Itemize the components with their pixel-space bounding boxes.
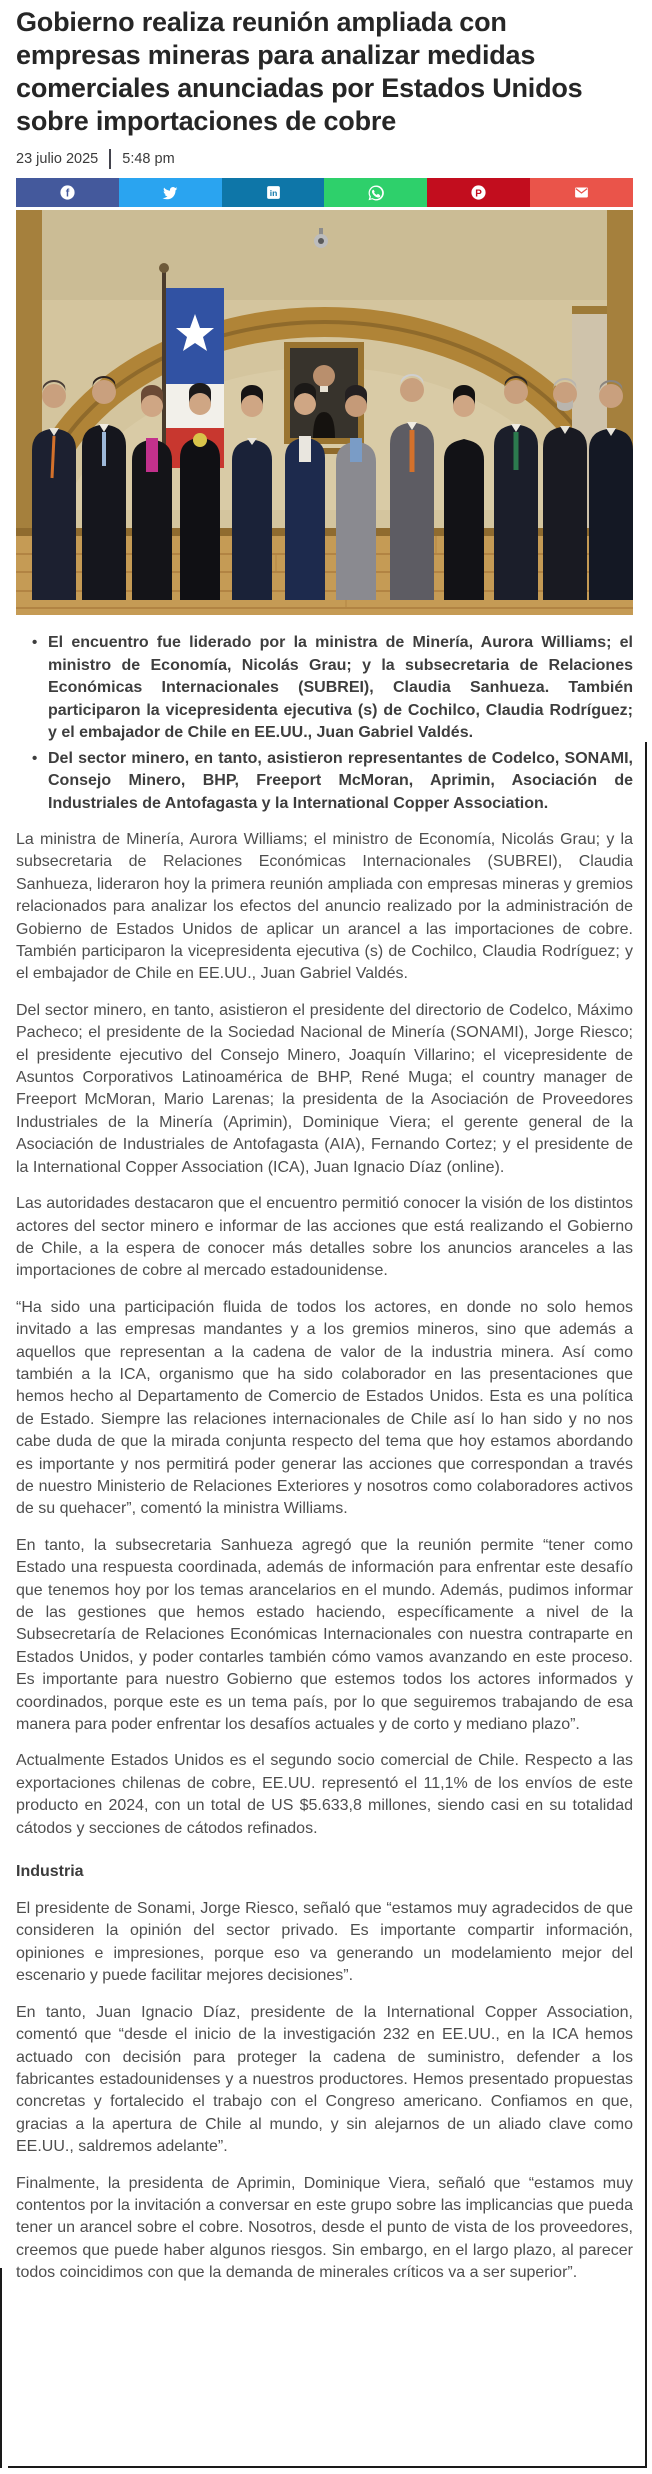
- email-icon: [572, 184, 591, 201]
- frame-line-left: [0, 2268, 2, 2468]
- article-paragraph: Actualmente Estados Unidos es el segundo socio comercial de Chile. Respecto a las exportaciones chilenas de cobre, EE.UU. representó el 11,1% de los envíos de este producto en 2024, con un total de US $5.633,8 millones, siendo casi en su totalidad cátodos y secciones de cátodos refinados.: [16, 1752, 633, 1837]
- article-meta: [16, 149, 633, 169]
- publish-date: 23 julio 2025: [16, 151, 99, 167]
- frame-line-bottom: [8, 2466, 645, 2468]
- section-heading: Industria: [16, 1863, 84, 1881]
- pinterest-icon: [470, 184, 487, 201]
- lead-bullet: • Del sector minero, en tanto, asistieron representantes de Codelco, SONAMI, Consejo Minero, BHP, Freeport McMoran, Aprimin, Asociación de Industriales de Antofagasta y la International Copper Association.: [48, 748, 633, 816]
- article-paragraph: Del sector minero, en tanto, asistieron el presidente del directorio de Codelco, Máximo Pacheco; el presidente de la Sociedad Nacional de Minería (SONAMI), Jorge Riesco; el presidente ejecutivo del Consejo Minero, Joaquín Villarino; el vicepresidente de Asuntos Corporativos Latinoamérica de BHP, René Muga; el country manager de Freeport McMoran, Mario Larenas; la presidenta de la Asociación de Proveedores Industriales de la Minería (Aprimin), Dominique Viera; el gerente general de la Asociación de Industriales de Antofagasta (AIA), Fernando Cortez; y el presidente de la International Copper Association (ICA), Juan Ignacio Díaz (online).: [16, 1001, 633, 1176]
- share-button-row: [16, 178, 633, 207]
- article-paragraph: Las autoridades destacaron que el encuentro permitió conocer la visión de los distintos actores del sector minero e informar de las acciones que está realizando el Gobierno de Chile, a la espera de conocer más detalles sobre los anuncios aranceles a las importaciones de cobre al mercado estadounidense.: [16, 1195, 633, 1280]
- article-paragraph: Finalmente, la presidenta de Aprimin, Dominique Viera, señaló que “estamos muy contentos por la invitación a conversar en este grupo sobre las implicancias que pueda tener un arancel sobre el cobre. Nosotros, desde el punto de vista de los proveedores, creemos que puede haber algunos riesgos. Sin embargo, en el largo plazo, al parecer todos coincidimos con que la demanda de minerales críticos va a ser superior”.: [16, 2174, 633, 2282]
- publish-time: 5:48 pm: [122, 151, 175, 167]
- frame-line-right: [645, 742, 647, 2468]
- facebook-icon: [59, 184, 76, 201]
- article-photo: [16, 210, 633, 615]
- facebook-share-button[interactable]: [16, 178, 119, 207]
- meta-divider: [109, 149, 111, 169]
- article-paragraph: “Ha sido una participación fluida de todos los actores, en donde no solo hemos invitado a las empresas mandantes y a los gremios mineros, sino que además a aquellos que representan a la cadena de valor de la industria minera. Así como también a la ICA, organismo que ha sido colaborador en las presentaciones que hemos hecho al Departamento de Comercio de Estados Unidos. Esta es una política de Estado. Siempre las relaciones internacionales de Chile así lo han sido y no nos cabe duda de que la mirada conjunta respecto del tema que hoy estamos abordando es importante y nos permitirá poder generar las acciones que correspondan a través de nuestro Ministerio de Relaciones Exteriores y nosotros como colaboradores activos de su quehacer”, comentó la ministra Williams.: [16, 1298, 633, 1518]
- linkedin-icon: [265, 184, 282, 201]
- article-paragraph: En tanto, la subsecretaria Sanhueza agregó que la reunión permite “tener como Estado una respuesta coordinada, además de información para enfrentar este desafío que tenemos hoy por los temas arancelarios en el mundo. Además, pudimos informar de las gestiones que hemos estado haciendo, específicamente a nivel de la Subsecretaría de Relaciones Económicas Internacionales con nuestra contraparte en Estados Unidos, y poder contarles también cómo vamos avanzando en este proceso. Es importante para nuestro Gobierno que estemos todos los actores informados y coordinados, porque este es un tema país, por lo que seguiremos trabajando de esa manera para poder enfrentar los desafíos actuales y de corto y mediano plazo”.: [16, 1536, 633, 1734]
- svg-text:P: P: [475, 188, 483, 200]
- svg-text:f: f: [65, 187, 70, 200]
- email-share-button[interactable]: [530, 178, 633, 207]
- svg-text:in: in: [269, 188, 277, 199]
- lead-bullet: • El encuentro fue liderado por la ministra de Minería, Aurora Williams; el ministro de Economía, Nicolás Grau; y la subsecretaria de Relaciones Económicas Internacionales (SUBREI), Claudia Sanhueza. También participaron la vicepresidenta ejecutiva (s) de Cochilco, Claudia Rodríguez; y el embajador de Chile en EE.UU., Juan Gabriel Valdés.: [48, 632, 633, 745]
- whatsapp-share-button[interactable]: [324, 178, 427, 207]
- article-paragraph: En tanto, Juan Ignacio Díaz, presidente de la International Copper Association, comentó que “desde el inicio de la investigación 232 en EE.UU., en la ICA hemos actuado con decisión para proteger la cadena de suministro, defender a los fabricantes estadounidenses y a nuestros productores. Hemos presentado propuestas concretas y fortalecido el trabajo con el Congreso americano. Confiamos en que, gracias a la apertura de Chile al mundo, y sin alejarnos de un aliado clave como EE.UU., saldremos adelante”.: [16, 2003, 633, 2156]
- page-title: Gobierno realiza reunión ampliada con empresas mineras para analizar medidas comerciales anunciadas por Estados Unidos sobre importaciones de cobre: [16, 7, 583, 136]
- twitter-icon: [161, 184, 179, 202]
- group-photo-illustration: [16, 210, 633, 615]
- article-body: [16, 829, 633, 2285]
- whatsapp-icon: [367, 184, 385, 202]
- article-paragraph: El presidente de Sonami, Jorge Riesco, señaló que “estamos muy agradecidos de que consideren la opinión del sector privado. Es importante compartir información, opiniones e impresiones, porque eso va generando un modelamiento mejor del escenario y puede facilitar mejores decisiones”.: [16, 1900, 633, 1985]
- linkedin-share-button[interactable]: [222, 178, 325, 207]
- pinterest-share-button[interactable]: [427, 178, 530, 207]
- article-paragraph: La ministra de Minería, Aurora Williams; el ministro de Economía, Nicolás Grau; y la subsecretaria de Relaciones Económicas Internacionales (SUBREI), Claudia Sanhueza, lideraron hoy la primera reunión ampliada con empresas mineras y gremios relacionados para analizar los efectos del anuncio realizado por la administración de Gobierno de Estados Unidos de aplicar un arancel a las importaciones de cobre. También participaron la vicepresidenta ejecutiva (s) de Cochilco, Claudia Rodríguez; y el embajador de Chile en EE.UU., Juan Gabriel Valdés.: [16, 831, 633, 983]
- twitter-share-button[interactable]: [119, 178, 222, 207]
- lead-bullets-list: [16, 632, 633, 815]
